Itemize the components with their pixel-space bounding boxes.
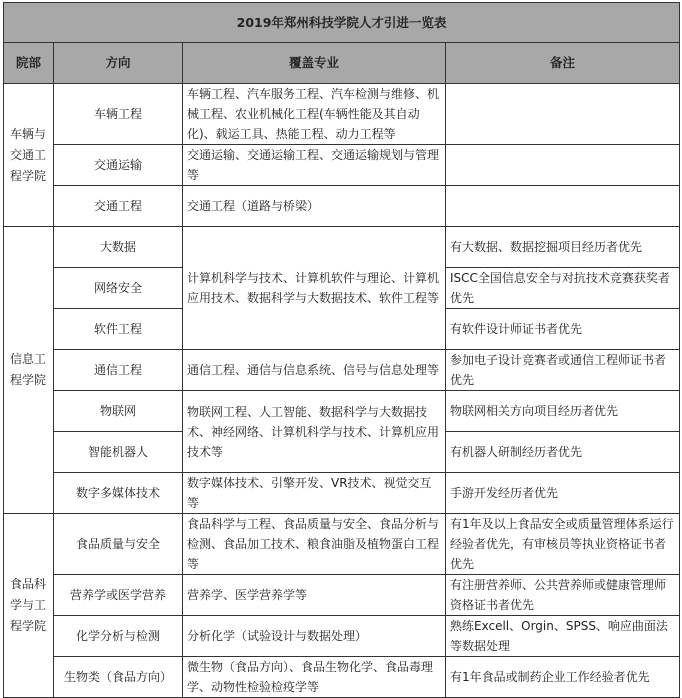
majors-cell: 分析化学（试验设计与数据处理）	[183, 616, 446, 657]
title-row	[4, 3, 680, 43]
table-row	[4, 391, 680, 432]
direction-cell: 通信工程	[54, 350, 183, 391]
notes-cell: 有注册营养师、公共营养师或健康管理师资格证书者优先	[446, 575, 680, 616]
direction-cell: 营养学或医学营养	[54, 575, 183, 616]
majors-cell: 车辆工程、汽车服务工程、汽车检测与维修、机械工程、农业机械化工程(车辆性能及其自动化)、载运工具、热能工程、动力工程等	[183, 84, 446, 145]
table-row	[4, 657, 680, 698]
header-dept: 院部	[4, 43, 54, 84]
majors-cell: 微生物（食品方向）、食品生物化学、食品毒理学、动物性检验检疫学等	[183, 657, 446, 698]
direction-cell: 交通运输	[54, 145, 183, 186]
direction-cell: 交通工程	[54, 186, 183, 227]
majors-cell: 食品科学与工程、食品质量与安全、食品分析与检测、食品加工技术、粮食油脂及植物蛋白工程等	[183, 514, 446, 575]
table-row	[4, 616, 680, 657]
dept-cell: 车辆与交通工程学院	[4, 84, 54, 227]
majors-cell: 交通运输、交通运输工程、交通运输规划与管理等	[183, 145, 446, 186]
majors-cell: 通信工程、通信与信息系统、信号与信息处理等	[183, 350, 446, 391]
notes-cell	[446, 145, 680, 186]
direction-cell: 化学分析与检测	[54, 616, 183, 657]
talent-table	[3, 2, 680, 698]
table-row	[4, 473, 680, 514]
notes-cell: 熟练Excell、Orgin、SPSS、响应曲面法等数据处理	[446, 616, 680, 657]
direction-cell: 网络安全	[54, 268, 183, 309]
direction-cell: 车辆工程	[54, 84, 183, 145]
header-row	[4, 43, 680, 84]
majors-cell: 物联网工程、人工智能、数据科学与大数据技术、神经网络、计算机科学与技术、计算机应用技术等	[183, 391, 446, 473]
notes-cell: 有1年及以上食品安全或质量管理体系运行经验者优先，有审核员等执业资格证书者优先	[446, 514, 680, 575]
direction-cell: 物联网	[54, 391, 183, 432]
notes-cell	[446, 186, 680, 227]
header-majors: 覆盖专业	[183, 43, 446, 84]
table-row	[4, 227, 680, 268]
table-row	[4, 575, 680, 616]
direction-cell: 食品质量与安全	[54, 514, 183, 575]
notes-cell: ISCC全国信息安全与对抗技术竞赛获奖者优先	[446, 268, 680, 309]
direction-cell: 软件工程	[54, 309, 183, 350]
table-row	[4, 186, 680, 227]
notes-cell: 物联网相关方向项目经历者优先	[446, 391, 680, 432]
dept-cell: 食品科学与工程学院	[4, 514, 54, 698]
direction-cell: 大数据	[54, 227, 183, 268]
notes-cell: 手游开发经历者优先	[446, 473, 680, 514]
notes-cell: 参加电子设计竞赛者或通信工程师证书者优先	[446, 350, 680, 391]
dept-cell: 信息工程学院	[4, 227, 54, 514]
notes-cell: 有软件设计师证书者优先	[446, 309, 680, 350]
majors-cell: 营养学、医学营养学等	[183, 575, 446, 616]
notes-cell: 有大数据、数据挖掘项目经历者优先	[446, 227, 680, 268]
header-direction: 方向	[54, 43, 183, 84]
header-notes: 备注	[446, 43, 680, 84]
table-row	[4, 514, 680, 575]
majors-cell: 计算机科学与技术、计算机软件与理论、计算机应用技术、数据科学与大数据技术、软件工程等	[183, 227, 446, 350]
table-row	[4, 84, 680, 145]
notes-cell: 有机器人研制经历者优先	[446, 432, 680, 473]
table-title: 2019年郑州科技学院人才引进一览表	[4, 3, 680, 43]
direction-cell: 智能机器人	[54, 432, 183, 473]
notes-cell: 有1年食品或制药企业工作经验者优先	[446, 657, 680, 698]
majors-cell: 交通工程（道路与桥梁）	[183, 186, 446, 227]
table-row	[4, 350, 680, 391]
majors-cell: 数字媒体技术、引擎开发、VR技术、视觉交互等	[183, 473, 446, 514]
table-row	[4, 145, 680, 186]
notes-cell	[446, 84, 680, 145]
direction-cell: 生物类（食品方向）	[54, 657, 183, 698]
direction-cell: 数字多媒体技术	[54, 473, 183, 514]
